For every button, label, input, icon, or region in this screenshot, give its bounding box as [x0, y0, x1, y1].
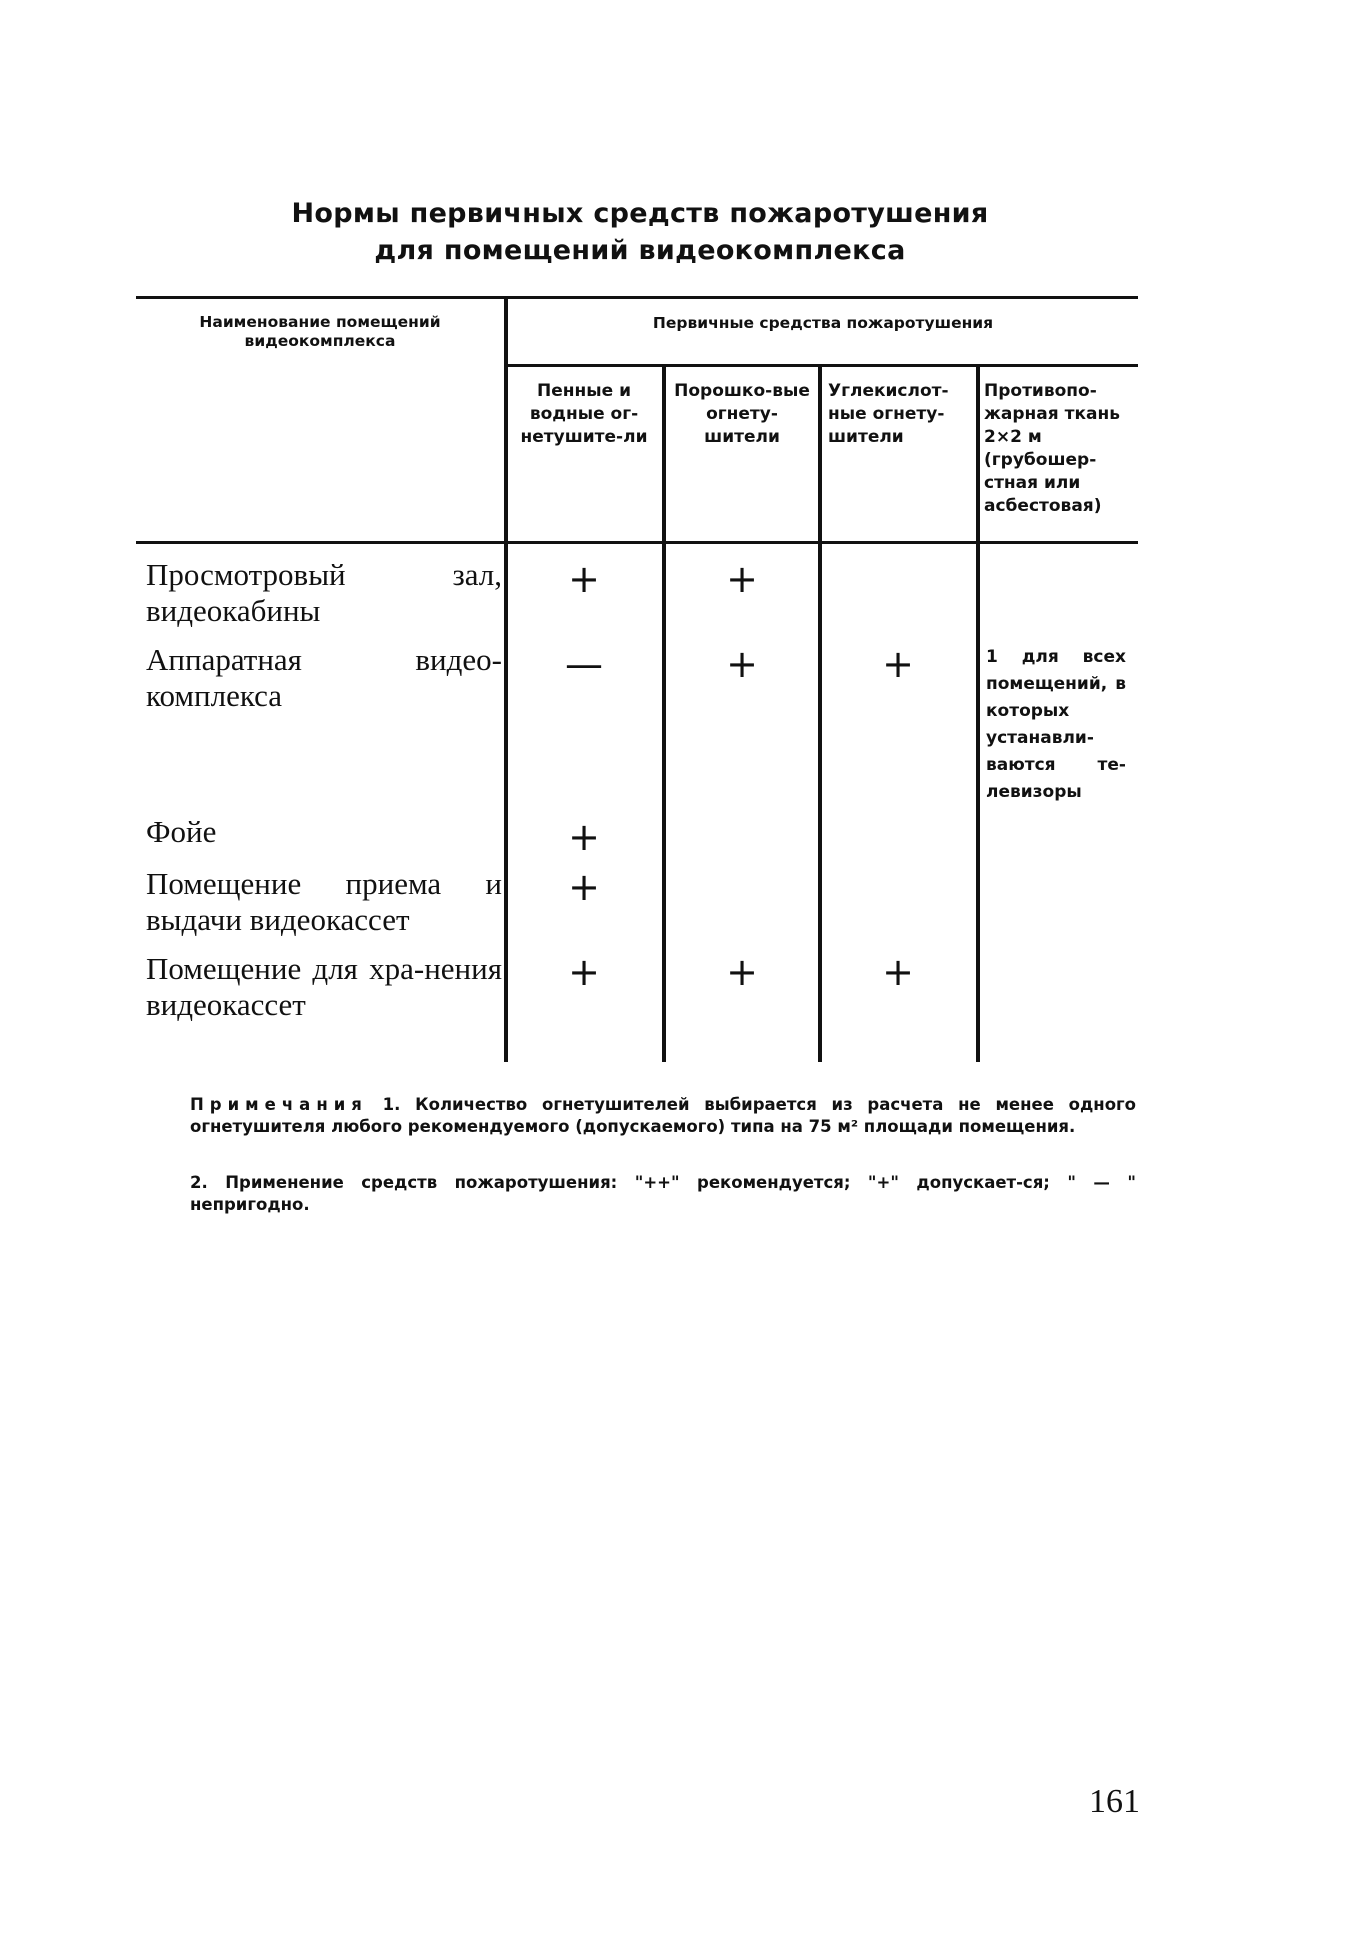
cell-equipment-powder: +	[726, 642, 758, 686]
note-2	[136, 1172, 1136, 1216]
header-room-name: Наименование помещений видеокомплекса	[199, 313, 441, 350]
cell-equipment-foam: —	[565, 642, 603, 686]
cell-equipment-co2: +	[882, 642, 914, 686]
header-bottom-rule	[136, 541, 1138, 544]
table-title-line-2: для помещений видеокомплекса	[374, 235, 906, 266]
header-powder-extinguishers: Порошко-вые огнету-шители	[674, 381, 810, 447]
fire-blanket-note: 1 для всех помещений, в которых устанавли-ваются те-левизоры	[986, 647, 1126, 802]
table-top-rule	[136, 296, 1138, 299]
column-divider-4	[976, 364, 980, 1062]
cell-foyer-foam: +	[568, 815, 600, 859]
header-fire-blanket: Противопо-жарная ткань 2×2 м (грубошер-стная или асбестовая)	[984, 381, 1120, 516]
column-divider-2	[662, 364, 666, 1062]
subheader-rule	[506, 364, 1138, 367]
notes-label: Примечания	[190, 1095, 368, 1114]
row-reception-room: Помещение приема и выдачи видеокассет	[146, 866, 502, 937]
cell-storage-powder: +	[726, 950, 758, 994]
cell-storage-co2: +	[882, 950, 914, 994]
row-viewing-hall: Просмотровый зал, видеокабины	[146, 557, 502, 628]
cell-storage-foam: +	[568, 950, 600, 994]
cell-viewing-powder: +	[726, 557, 758, 601]
row-storage-room: Помещение для хра-нения видеокассет	[146, 951, 502, 1022]
column-divider-3	[818, 364, 822, 1062]
note-1	[136, 1094, 1136, 1138]
note-1-text: 1. Количество огнетушителей выбирается из расчета не менее одного огнетушителя любого рекомендуемого (допускаемого) типа на 75 м² площади помещения.	[190, 1095, 1136, 1136]
row-foyer: Фойе	[146, 814, 217, 849]
row-equipment-room: Аппаратная видео-комплекса	[146, 642, 502, 713]
table-title-line-1: Нормы первичных средств пожаротушения	[291, 198, 989, 229]
header-primary-means: Первичные средства пожаротушения	[652, 314, 994, 332]
cell-viewing-foam: +	[568, 557, 600, 601]
column-divider-1	[504, 296, 508, 1062]
header-foam-water-extinguishers: Пенные и водные ог-нетушите-ли	[520, 381, 648, 447]
header-co2-extinguishers: Углекислот-ные огнету-шители	[828, 381, 949, 447]
note-2-text: 2. Применение средств пожаротушения: "++" рекомендуется; "+" допускает-ся; " — " непригодно.	[190, 1173, 1136, 1214]
cell-reception-foam: +	[568, 865, 600, 909]
page-number: 161	[1089, 1783, 1140, 1820]
